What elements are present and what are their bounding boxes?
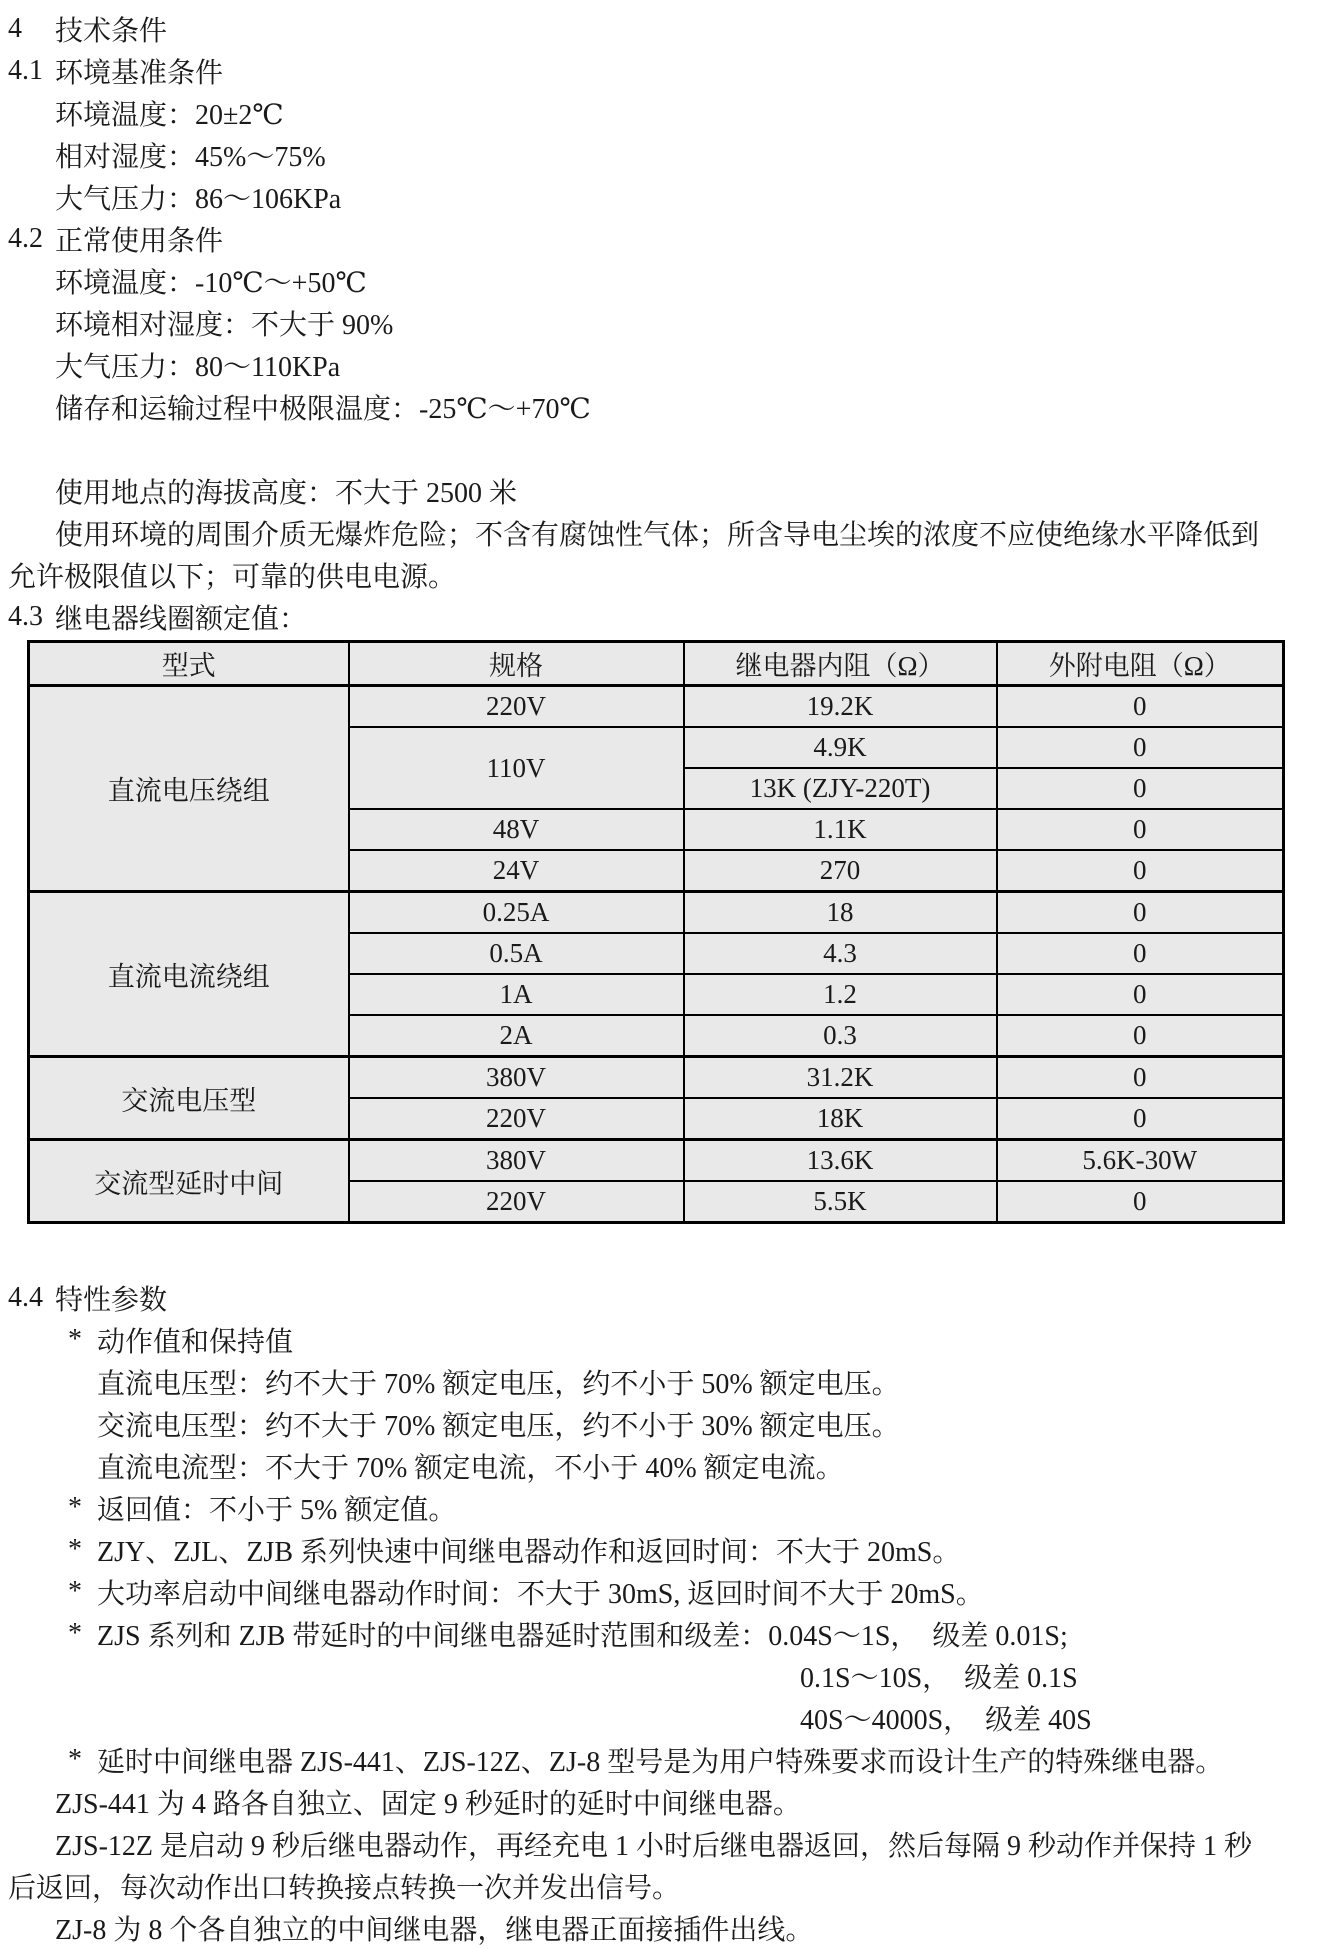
- cell-spec: 24V: [349, 850, 684, 892]
- cell-external: 0: [997, 892, 1284, 934]
- table-row: [29, 1140, 1284, 1182]
- normal-env-temperature-line: 环境温度：-10℃～+50℃: [55, 268, 367, 299]
- altitude-line: 使用地点的海拔高度：不大于 2500 米: [55, 478, 518, 509]
- asterisk-bullet: *: [68, 1534, 82, 1565]
- zj-8-description-line: ZJ-8 为 8 个各自独立的中间继电器，继电器正面接插件出线。: [55, 1915, 814, 1946]
- table-row: [29, 892, 1284, 934]
- table-row: [29, 686, 1284, 728]
- header-external-resistance: 外附电阻（Ω）: [997, 642, 1284, 686]
- section-4-2-number: 4.2: [8, 223, 43, 254]
- section-4-1-number: 4.1: [8, 55, 43, 86]
- cell-type-ac-delay-intermediate: 交流型延时中间: [29, 1140, 349, 1223]
- cell-internal: 18: [684, 892, 997, 934]
- cell-external: 0: [997, 727, 1284, 768]
- cell-internal: 19.2K: [684, 686, 997, 728]
- asterisk-bullet: *: [68, 1618, 82, 1649]
- bullet-text: 返回值：不小于 5% 额定值。: [97, 1495, 457, 1526]
- bullet-zjs-delay-range: [0, 1613, 1327, 1655]
- zjs-441-description-line: ZJS-441 为 4 路各自独立、固定 9 秒延时的延时中间继电器。: [55, 1789, 801, 1820]
- bullet-action-hold-values: [0, 1319, 1327, 1361]
- normal-relative-humidity-line: 环境相对湿度：不大于 90%: [55, 310, 394, 341]
- cell-type-dc-voltage-winding: 直流电压绕组: [29, 686, 349, 892]
- cell-internal: 1.1K: [684, 809, 997, 850]
- zjs-12z-description-line-1: ZJS-12Z 是启动 9 秒后继电器动作，再经充电 1 小时后继电器返回，然后每隔 9 秒动作并保持 1 秒: [55, 1831, 1253, 1862]
- relay-coil-ratings-table: [27, 640, 1285, 1224]
- section-4-4: [0, 1277, 1327, 1949]
- section-4-4-heading: [0, 1277, 1327, 1319]
- table-row: [29, 1057, 1284, 1099]
- section-4-2-title: 正常使用条件: [55, 226, 224, 257]
- environment-paragraph-line-2: 允许极限值以下；可靠的供电电源。: [8, 562, 457, 593]
- cell-external: 0: [997, 1098, 1284, 1140]
- normal-atmospheric-pressure-line: 大气压力：80～110KPa: [55, 352, 341, 383]
- section-4-4-number: 4.4: [8, 1282, 43, 1313]
- cell-spec: 2A: [349, 1015, 684, 1057]
- cell-type-dc-current-winding: 直流电流绕组: [29, 892, 349, 1057]
- cell-external: 0: [997, 850, 1284, 892]
- bullet-special-relays: [0, 1739, 1327, 1781]
- section-4-3-title: 继电器线圈额定值：: [55, 604, 308, 635]
- bullet-text: 大功率启动中间继电器动作时间：不大于 30mS, 返回时间不大于 20mS。: [97, 1579, 984, 1610]
- bullet-text: 动作值和保持值: [97, 1327, 294, 1358]
- section-4-heading: [0, 8, 1327, 50]
- header-internal-resistance: 继电器内阻（Ω）: [684, 642, 997, 686]
- cell-spec: 380V: [349, 1057, 684, 1099]
- bullet-text: ZJS 系列和 ZJB 带延时的中间继电器延时范围和级差：0.04S～1S， 级差 0.01S;: [97, 1621, 1068, 1652]
- cell-spec: 220V: [349, 686, 684, 728]
- bullet-zjy-zjl-zjb-time: [0, 1529, 1327, 1571]
- cell-spec: 110V: [349, 727, 684, 809]
- cell-external: 0: [997, 809, 1284, 850]
- zjs-12z-description-line-2: 后返回，每次动作出口转换接点转换一次并发出信号。: [8, 1873, 681, 1904]
- dc-voltage-type-line: 直流电压型：约不大于 70% 额定电压，约不小于 50% 额定电压。: [97, 1369, 900, 1400]
- cell-internal: 0.3: [684, 1015, 997, 1057]
- bullet-text: 延时中间继电器 ZJS-441、ZJS-12Z、ZJ-8 型号是为用户特殊要求而设计生产的特殊继电器。: [97, 1747, 1224, 1778]
- storage-transport-temperature-line: 储存和运输过程中极限温度：-25℃～+70℃: [55, 394, 591, 425]
- section-4-title: 技术条件: [55, 16, 168, 47]
- header-spec: 规格: [349, 642, 684, 686]
- cell-spec: 48V: [349, 809, 684, 850]
- bullet-text: ZJY、ZJL、ZJB 系列快速中间继电器动作和返回时间：不大于 20mS。: [97, 1537, 961, 1568]
- section-4-3-heading: [0, 596, 1327, 638]
- cell-internal: 31.2K: [684, 1057, 997, 1099]
- cell-external: 0: [997, 1057, 1284, 1099]
- section-4-1-heading: [0, 50, 1327, 92]
- table-header-row: [29, 642, 1284, 686]
- section-4-4-title: 特性参数: [55, 1285, 168, 1316]
- dc-current-type-line: 直流电流型：不大于 70% 额定电流，不小于 40% 额定电流。: [97, 1453, 844, 1484]
- cell-spec: 0.25A: [349, 892, 684, 934]
- asterisk-bullet: *: [68, 1744, 82, 1775]
- cell-spec: 220V: [349, 1098, 684, 1140]
- bullet-return-value: [0, 1487, 1327, 1529]
- cell-spec: 0.5A: [349, 933, 684, 974]
- cell-spec: 380V: [349, 1140, 684, 1182]
- cell-external: 0: [997, 1181, 1284, 1223]
- cell-external: 0: [997, 1015, 1284, 1057]
- bullet-high-power-time: [0, 1571, 1327, 1613]
- relative-humidity-line: 相对湿度：45%～75%: [55, 142, 326, 173]
- section-4-2-heading: [0, 218, 1327, 260]
- section-4-1-title: 环境基准条件: [55, 58, 224, 89]
- delay-range-continuation-2: 40S～4000S， 级差 40S: [800, 1705, 1092, 1736]
- header-type: 型式: [29, 642, 349, 686]
- cell-internal: 4.3: [684, 933, 997, 974]
- cell-external: 0: [997, 933, 1284, 974]
- asterisk-bullet: *: [68, 1492, 82, 1523]
- ac-voltage-type-line: 交流电压型：约不大于 70% 额定电压，约不小于 30% 额定电压。: [97, 1411, 900, 1442]
- cell-internal: 18K: [684, 1098, 997, 1140]
- cell-spec: 1A: [349, 974, 684, 1015]
- cell-type-ac-voltage: 交流电压型: [29, 1057, 349, 1140]
- atmospheric-pressure-line: 大气压力：86～106KPa: [55, 184, 342, 215]
- section-4-number: 4: [8, 13, 22, 44]
- cell-internal: 1.2: [684, 974, 997, 1015]
- cell-internal: 4.9K: [684, 727, 997, 768]
- asterisk-bullet: *: [68, 1576, 82, 1607]
- env-temperature-line: 环境温度：20±2℃: [55, 100, 284, 131]
- cell-internal: 270: [684, 850, 997, 892]
- environment-paragraph-line-1: 使用环境的周围介质无爆炸危险；不含有腐蚀性气体；所含导电尘埃的浓度不应使绝缘水平降低到: [55, 520, 1260, 551]
- cell-spec: 220V: [349, 1181, 684, 1223]
- spacer-line: [0, 428, 1327, 470]
- cell-external: 0: [997, 686, 1284, 728]
- cell-internal: 13K (ZJY-220T): [684, 768, 997, 809]
- cell-external: 0: [997, 768, 1284, 809]
- asterisk-bullet: *: [68, 1324, 82, 1355]
- cell-external: 5.6K-30W: [997, 1140, 1284, 1182]
- cell-external: 0: [997, 974, 1284, 1015]
- cell-internal: 5.5K: [684, 1181, 997, 1223]
- section-4-3-number: 4.3: [8, 601, 43, 632]
- cell-internal: 13.6K: [684, 1140, 997, 1182]
- delay-range-continuation-1: 0.1S～10S， 级差 0.1S: [800, 1663, 1078, 1694]
